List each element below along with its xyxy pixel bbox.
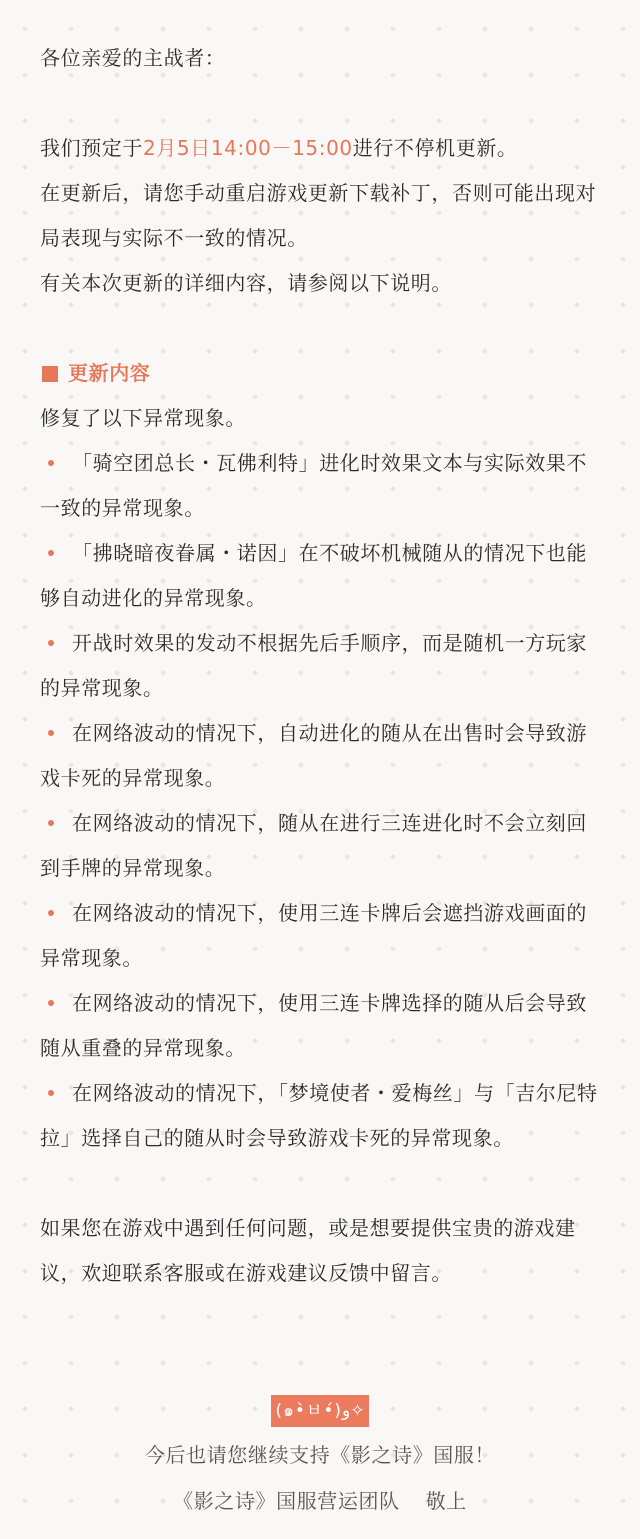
fix-item-text: 在网络波动的情况下，随从在进行三连进化时不会立刻回到手牌的异常现象。 — [40, 811, 587, 880]
square-bullet-icon — [42, 366, 58, 382]
update-time: 2月5日14:00－15:00 — [143, 136, 353, 160]
dot-bullet-icon — [48, 820, 54, 826]
greeting: 各位亲爱的主战者： — [40, 46, 226, 70]
fix-item-text: 在网络波动的情况下，「梦境使者・爱梅丝」与「吉尔尼特拉」选择自己的随从时会导致游戏卡死的异常现象。 — [40, 1081, 598, 1150]
restart-notice: 在更新后，请您手动重启游戏更新下载补丁，否则可能出现对局表现与实际不一致的情况。 — [40, 181, 597, 250]
fix-item — [40, 891, 602, 981]
section-title: 更新内容 — [68, 361, 151, 385]
spacer — [40, 306, 602, 351]
team-name: 《影之诗》国服营运团队 — [173, 1489, 400, 1513]
fix-item — [40, 441, 602, 531]
update-schedule — [40, 126, 602, 171]
dot-bullet-icon — [48, 1090, 54, 1096]
fix-item — [40, 801, 602, 891]
dot-bullet-icon — [48, 910, 54, 916]
signature-block — [0, 1386, 640, 1524]
fix-item-text: 开战时效果的发动不根据先后手顺序，而是随机一方玩家的异常现象。 — [40, 631, 587, 700]
fix-item — [40, 711, 602, 801]
fix-item-text: 在网络波动的情况下，使用三连卡牌选择的随从后会导致随从重叠的异常现象。 — [40, 991, 587, 1060]
spacer — [40, 81, 602, 126]
fix-item — [40, 1071, 602, 1161]
sign-off: 敬上 — [425, 1489, 467, 1513]
dot-bullet-icon — [48, 640, 54, 646]
announcement-body — [40, 36, 602, 1296]
dot-bullet-icon — [48, 550, 54, 556]
dot-bullet-icon — [48, 460, 54, 466]
dot-bullet-icon — [48, 1000, 54, 1006]
section-heading — [40, 351, 602, 396]
fix-item-text: 「拂晓暗夜眷属・诺因」在不破坏机械随从的情况下也能够自动进化的异常现象。 — [40, 541, 587, 610]
fix-item — [40, 531, 602, 621]
section-subtitle: 修复了以下异常现象。 — [40, 406, 246, 430]
support-message: 今后也请您继续支持《影之诗》国服！ — [144, 1443, 496, 1467]
spacer — [40, 1161, 602, 1206]
fix-item — [40, 981, 602, 1071]
schedule-prefix: 我们预定于 — [40, 136, 143, 160]
details-notice: 有关本次更新的详细内容，请参阅以下说明。 — [40, 271, 452, 295]
fix-item-text: 「骑空团总长・瓦佛利特」进化时效果文本与实际效果不一致的异常现象。 — [40, 451, 587, 520]
team-signature — [0, 1478, 640, 1524]
fix-item — [40, 621, 602, 711]
kaomoji-row — [0, 1386, 640, 1432]
fix-item-text: 在网络波动的情况下，使用三连卡牌后会遮挡游戏画面的异常现象。 — [40, 901, 587, 970]
kaomoji-badge: (๑•̀ㅂ•́)و✧ — [271, 1395, 368, 1427]
fix-item-text: 在网络波动的情况下，自动进化的随从在出售时会导致游戏卡死的异常现象。 — [40, 721, 587, 790]
dot-bullet-icon — [48, 730, 54, 736]
contact-notice: 如果您在游戏中遇到任何问题，或是想要提供宝贵的游戏建议，欢迎联系客服或在游戏建议反馈中留言。 — [40, 1216, 576, 1285]
schedule-suffix: 进行不停机更新。 — [352, 136, 518, 160]
